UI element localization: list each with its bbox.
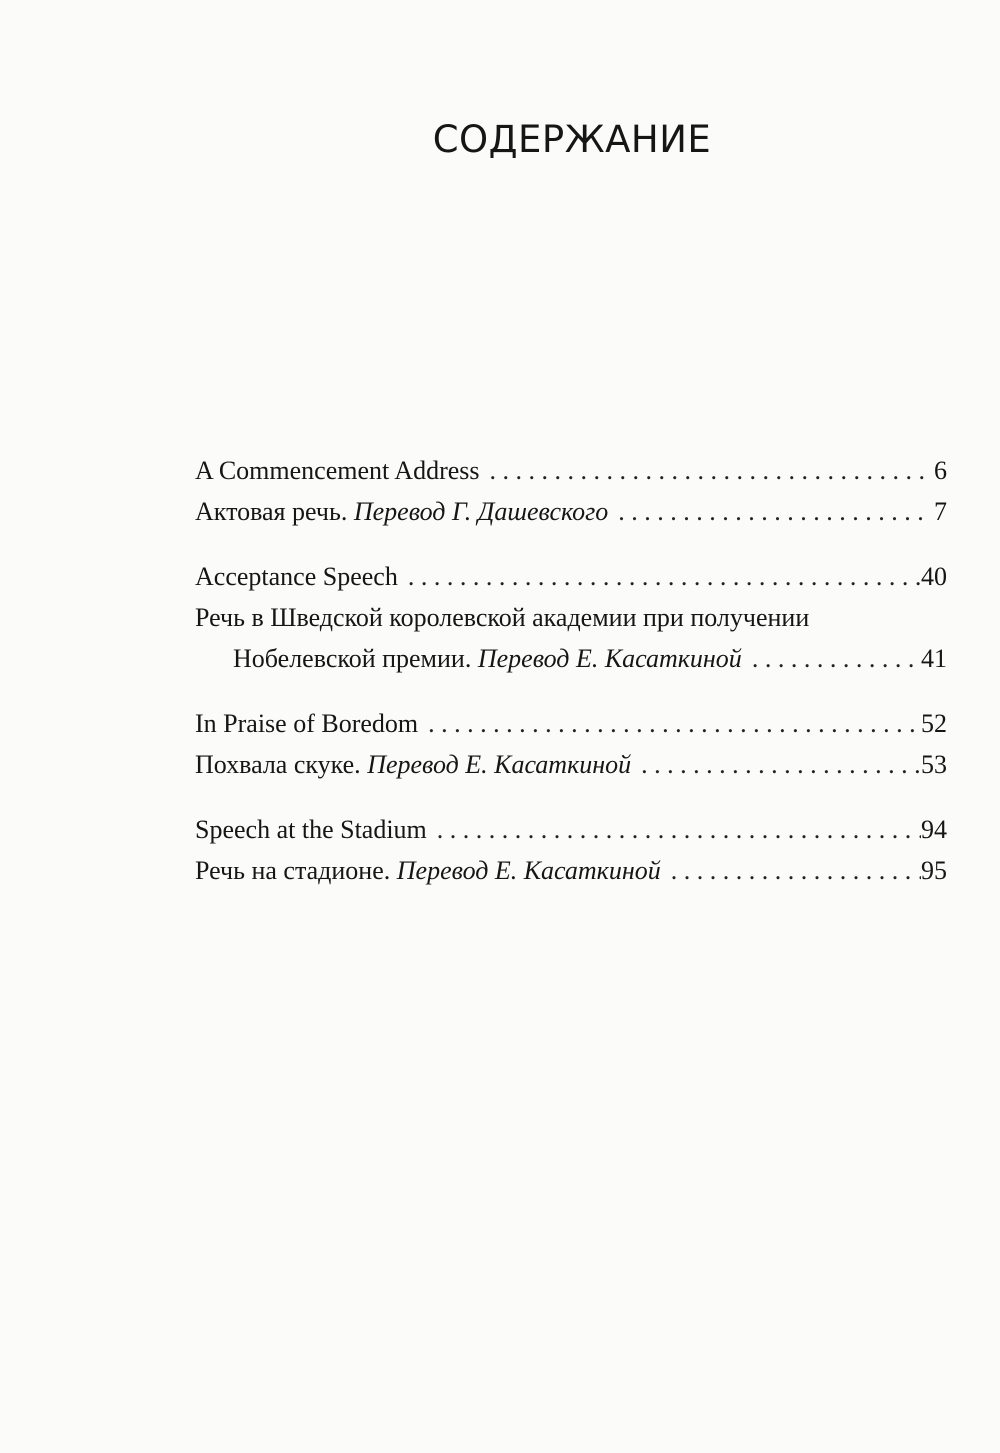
- dot-leader: [398, 556, 921, 597]
- entry-title-text: Похвала скуке.: [195, 750, 361, 779]
- page-number: 7: [934, 497, 947, 526]
- entry-translator: Перевод Г. Дашевского: [353, 497, 609, 526]
- entry-title: Speech at the Stadium: [195, 815, 427, 844]
- dot-leader: [661, 850, 921, 891]
- dot-leader: [480, 450, 925, 491]
- entry-title: [195, 744, 631, 785]
- page-number: 6: [934, 456, 947, 485]
- entry-title-line1: Речь в Шведской королевской академии при получении: [195, 603, 810, 632]
- toc-entry[interactable]: [195, 491, 947, 532]
- entry-translator: Перевод Е. Касаткиной: [367, 750, 632, 779]
- toc-entry[interactable]: [195, 450, 947, 491]
- toc-entry[interactable]: [195, 809, 947, 850]
- dot-leader: [631, 744, 921, 785]
- toc-entry[interactable]: [195, 556, 947, 597]
- entry-title: [195, 491, 608, 532]
- page-number: 41: [921, 644, 947, 673]
- entry-title: In Praise of Boredom: [195, 709, 419, 738]
- dot-leader: [427, 809, 921, 850]
- entry-title: [195, 850, 661, 891]
- page-number: 53: [921, 750, 947, 779]
- entry-title-text: Речь на стадионе.: [195, 856, 391, 885]
- entry-title: [233, 638, 742, 679]
- page-number: 40: [921, 562, 947, 591]
- entry-translator: Перевод Е. Касаткиной: [396, 856, 661, 885]
- entry-title: Acceptance Speech: [195, 562, 398, 591]
- toc-entry-line1[interactable]: [195, 597, 947, 638]
- toc-entry[interactable]: [195, 744, 947, 785]
- page-number: 52: [921, 709, 947, 738]
- toc-entry[interactable]: [195, 638, 947, 679]
- page-number: 94: [921, 815, 947, 844]
- toc-entry[interactable]: [195, 850, 947, 891]
- toc-group-commencement: [195, 450, 947, 532]
- toc-group-stadium: [195, 809, 947, 891]
- entry-title-text: Нобелевской премии.: [233, 644, 472, 673]
- page-title: СОДЕРЖАНИЕ: [432, 118, 712, 161]
- toc-group-boredom: [195, 703, 947, 785]
- dot-leader: [742, 638, 921, 679]
- table-of-contents: [195, 450, 947, 915]
- dot-leader: [418, 703, 921, 744]
- dot-leader: [608, 491, 925, 532]
- page-number: 95: [921, 856, 947, 885]
- toc-entry[interactable]: [195, 703, 947, 744]
- entry-title: A Commencement Address: [195, 456, 480, 485]
- entry-title-text: Актовая речь.: [195, 497, 348, 526]
- toc-group-acceptance: [195, 556, 947, 679]
- entry-translator: Перевод Е. Касаткиной: [477, 644, 742, 673]
